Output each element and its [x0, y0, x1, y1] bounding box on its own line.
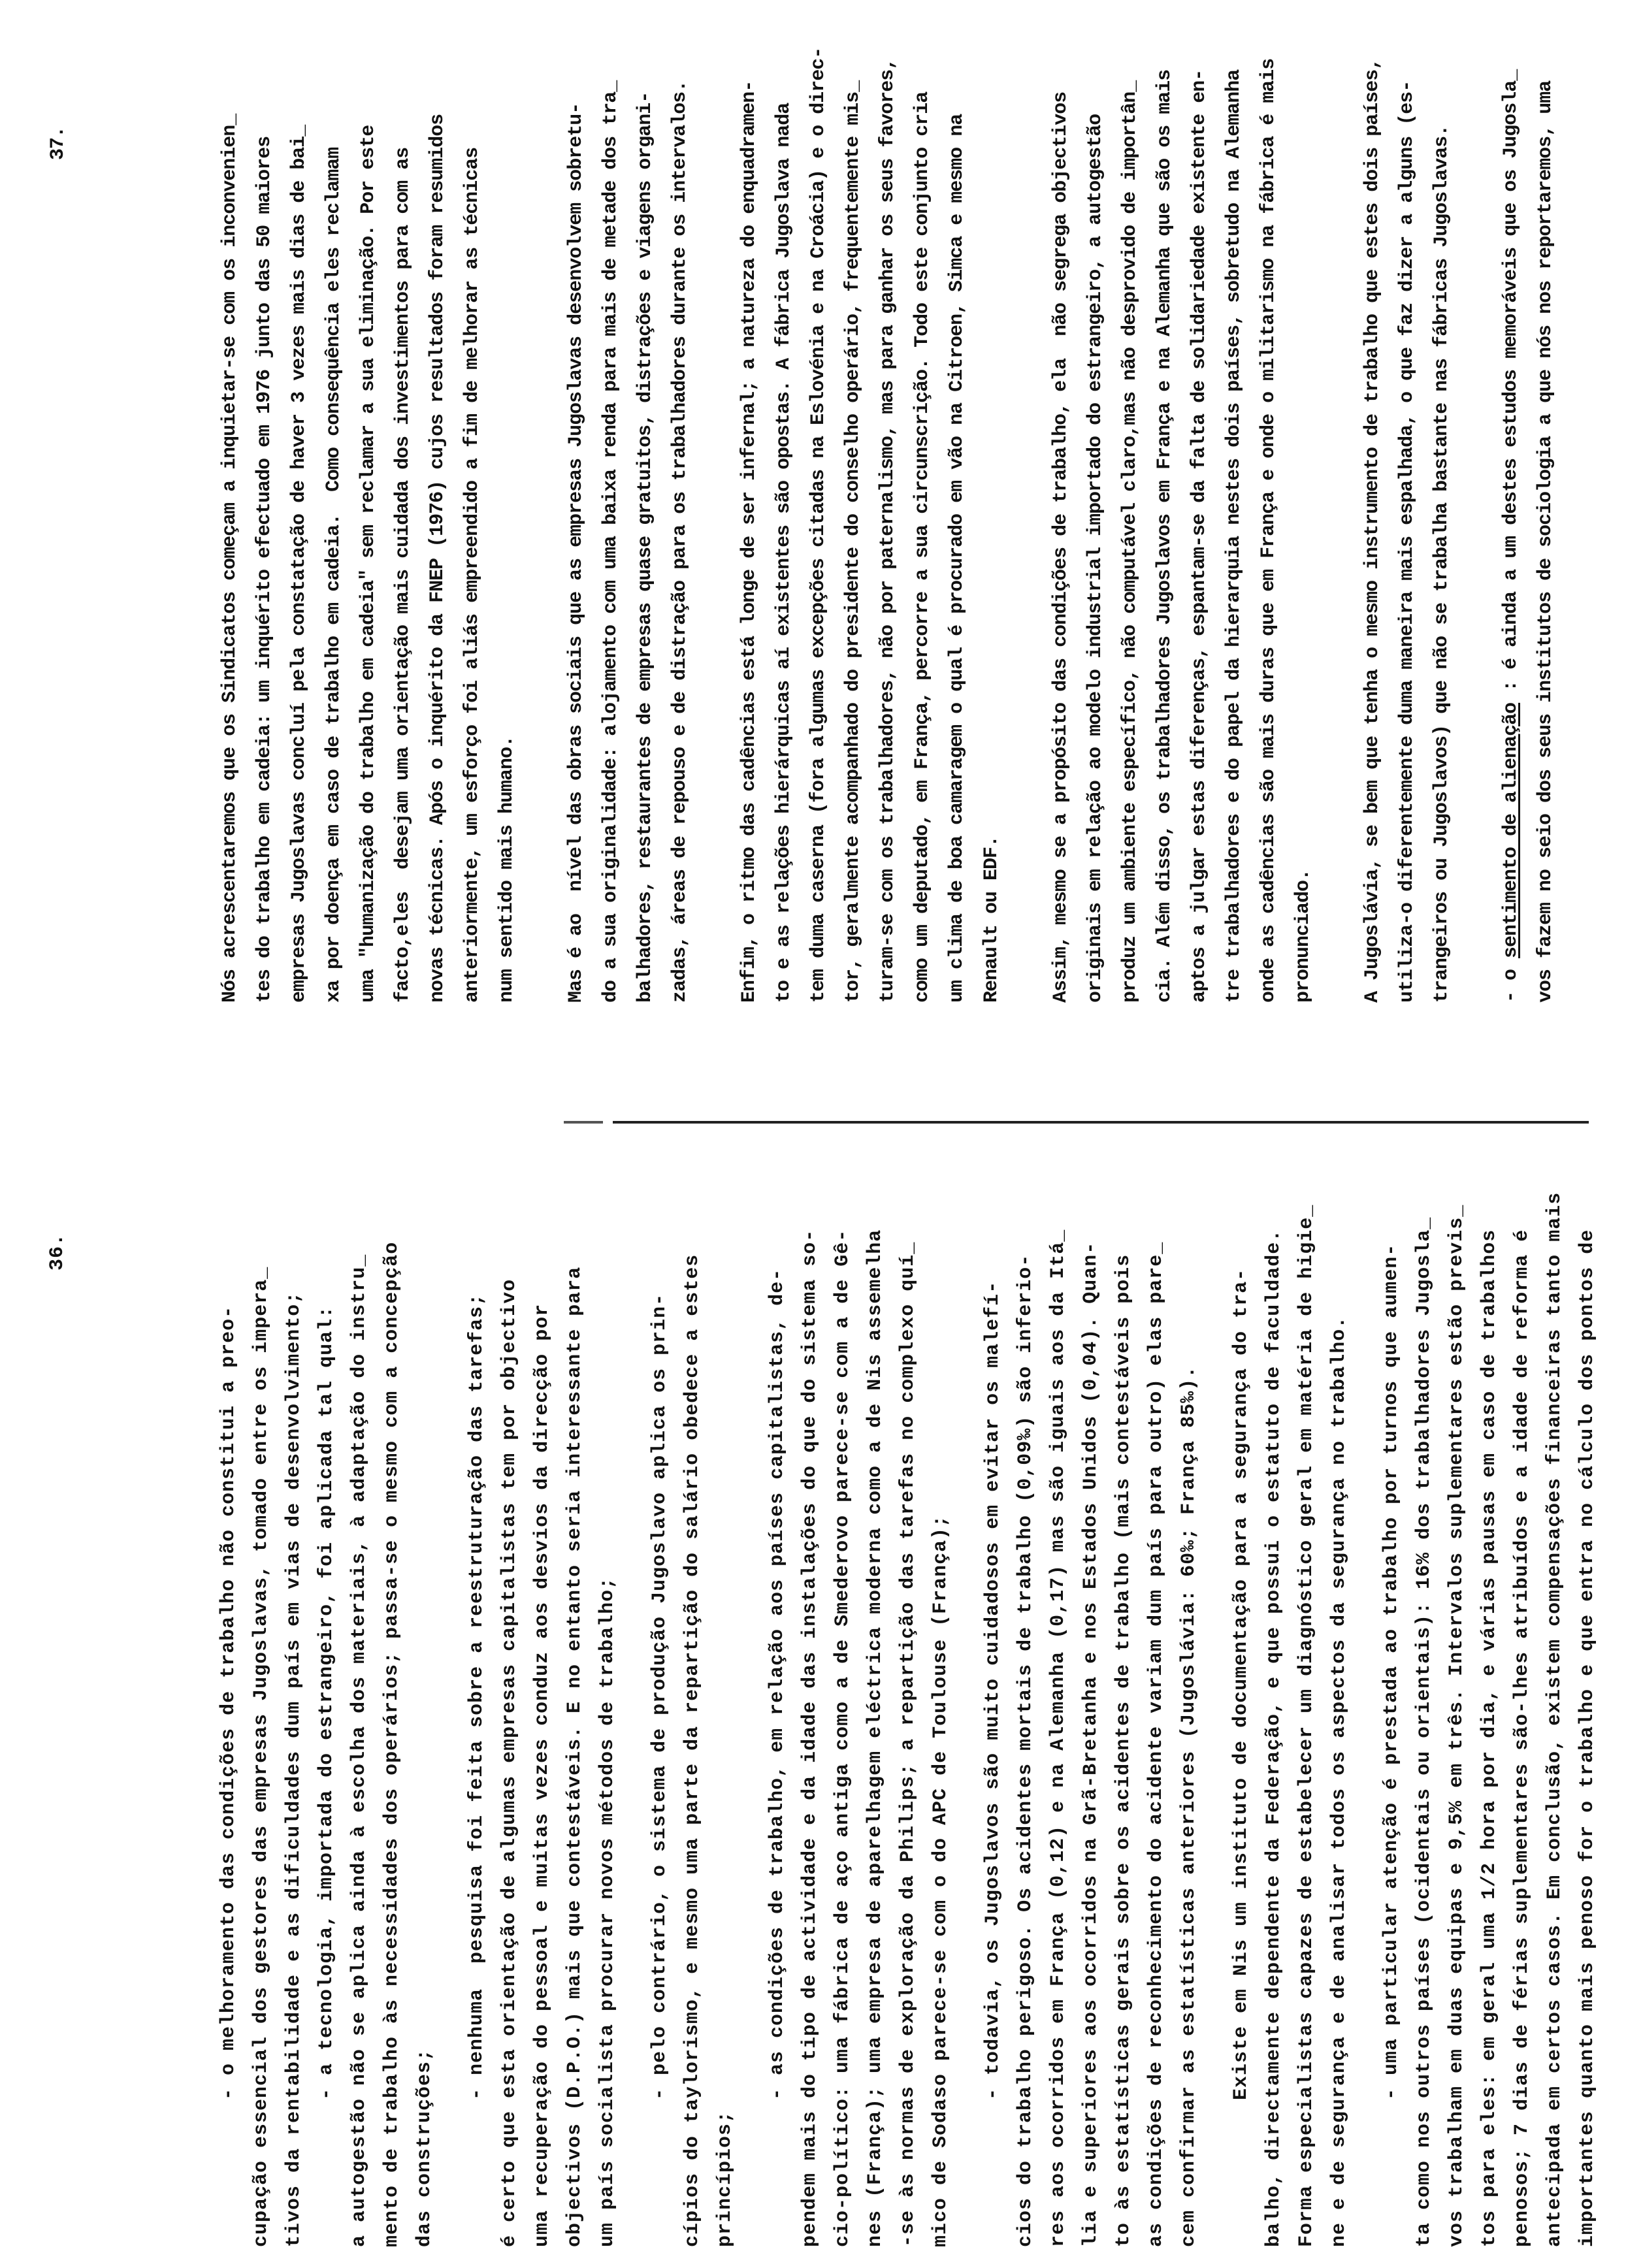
paragraph	[761, 1192, 957, 2247]
text-line: objectivos (D.P.O.) mais que contestáveis. E no entanto seria interessante para	[564, 1266, 586, 2247]
text-line: - a tecnologia, importada do estrangeiro, foi aplicada tal qual:	[316, 1305, 338, 2100]
page-37	[47, 47, 1585, 1003]
text-line	[1494, 48, 1529, 1003]
text-line: nes (França); uma empresa de aparelhagem eléctrica moderna como a de Nis assemelha	[864, 1229, 886, 2247]
text-line: uma recuperação do pessoal e muitas vezes conduz aos desvios da direcção por	[531, 1303, 553, 2247]
paragraph	[1356, 48, 1459, 1003]
text-line: cupação essencial dos gestores das empresas Jugoslavas, tomado entre os impera_	[250, 1266, 272, 2247]
text-line: utiliza-o diferentemente duma maneira mais espalhada, o que faz dizer a alguns (es-	[1396, 80, 1418, 1003]
text-line: ta como nos outros países (ocidentais ou orientais): 16% dos trabalhadores Jugosla_	[1413, 1216, 1435, 2247]
paragraph-gap	[1205, 1192, 1225, 2247]
paragraph-gap	[1459, 48, 1494, 1003]
text-segment: : é ainda a um destes estudos memoráveis que os Jugosla_	[1500, 69, 1522, 703]
text-line: pronunciado.	[1292, 869, 1314, 1003]
page-number: 36.	[46, 1233, 69, 1271]
text-line: um clima de boa camaragem o qual é procurado em vão na Citroen, Simca e mesmo na	[946, 114, 968, 1003]
text-line: uma "humanização do trabalho em cadeia" sem reclamar a sua eliminação. Por este	[357, 125, 380, 1003]
text-line: é certo que esta orientação de algumas empresas capitalistas tem por objectivo	[498, 1278, 521, 2247]
text-line: - pelo contrário, o sistema de produção Jugoslavo aplica os prin-	[649, 1293, 671, 2100]
text-line: tos para eles: em geral uma 1/2 hora por dia, e várias pausas em caso de trabalhos	[1478, 1229, 1501, 2247]
text-line: balhadores, restaurantes de empresas quase gratuitos, distrações e viagens organi-	[634, 91, 657, 1003]
underlined-term: sentimento de alienação	[1500, 702, 1522, 958]
page-body	[213, 48, 1563, 1003]
text-line: num sentido mais humano.	[496, 736, 518, 1003]
text-line: - nenhuma pesquisa foi feita sobre a reestruturação das tarefas;	[466, 1293, 488, 2100]
paragraph-gap	[1356, 1192, 1375, 2247]
paragraph	[1494, 48, 1563, 1003]
paragraph	[213, 48, 525, 1003]
text-line: to e as relações hierárquicas aí existentes são opostas. A fábrica Jugoslava nada	[773, 103, 795, 1003]
paragraph	[212, 1192, 310, 2247]
text-line: anteriormente, um esforço foi aliás empreendido a fim de melhorar as técnicas	[461, 147, 483, 1003]
page-number: 37.	[47, 126, 69, 160]
paragraph	[1375, 1192, 1604, 2247]
text-line: cípios do taylorismo, e mesmo uma parte da repartição do salário obedece a estes	[681, 1254, 704, 2247]
text-line: Renault ou EDF.	[981, 835, 1003, 1003]
text-line: do a sua originalidade: alojamento com uma baixa renda para mais de metade dos tra_	[600, 80, 622, 1003]
text-line: mento de trabalho às necessidades dos operários; passa-se o mesmo com a concepção	[381, 1241, 403, 2247]
paragraph-gap	[441, 1192, 461, 2247]
paragraph-gap	[1009, 48, 1044, 1003]
text-line: Enfim, o ritmo das cadências está longe de ser infernal; a natureza do enquadramen-	[738, 80, 760, 1003]
text-line: aptos a julgar estas diferenças, espantam-se da falta de solidariedade existente en-	[1188, 69, 1211, 1003]
page-36	[46, 1191, 1626, 2247]
page-body	[212, 1192, 1604, 2247]
paragraph-gap	[1321, 48, 1356, 1003]
text-line: mico de Sodaso parece-se com o do APC de Toulouse (França);	[930, 1514, 952, 2247]
text-line: tor, geralmente acompanhado do presidente do conselho operário, frequentemente mis_	[842, 80, 864, 1003]
text-line: - as condições de trabalho, em relação aos países capitalistas, de-	[766, 1268, 789, 2100]
text-line: penosos; 7 dias de férias suplementares são-lhes atribuídos e a idade de reforma é	[1511, 1229, 1533, 2247]
text-line: empresas Jugoslavas concluí pela constatação de haver 3 vezes mais dias de bai_	[288, 125, 310, 1003]
text-line: cia. Além disso, os trabalhadores Jugoslavos em França e na Alemanha que são os mais	[1154, 69, 1176, 1003]
text-line: onde as cadências são mais duras que em França e onde o militarismo na fábrica é mais	[1258, 58, 1280, 1003]
text-line: lia e superiores aos ocorridos na Grã-Bretanha e nos Estados Unidos (0,04). Quan-	[1080, 1241, 1102, 2247]
text-line: xa por doença em caso de trabalho em cadeia. Como consequência eles reclamam	[323, 147, 345, 1003]
paragraph	[643, 1192, 741, 2247]
text-line: tre trabalhadores e do papel da hierarquia nestes dois países, sobretudo na Alemanha	[1223, 69, 1245, 1003]
text-line: pendem mais do tipo de actividade e da idade das instalações do que do sistema so-	[799, 1229, 821, 2247]
text-line: as condições de reconhecimento do acidente variam dum país para outro) elas pare_	[1145, 1241, 1167, 2247]
paragraph-gap	[624, 1192, 643, 2247]
text-line: antecipada em certos casos. Em conclusão, existem compensações financeiras tanto mais	[1544, 1191, 1566, 2247]
text-line: tem duma caserna (fora algumas excepções citadas na Eslovénia e na Croácia) e o direc-	[807, 47, 830, 1003]
text-line: Nós acrescentaremos que os Sindicatos começam a inquietar-se com os inconvenien_	[219, 114, 241, 1003]
text-segment: - o	[1500, 958, 1522, 1003]
text-line: importantes quanto mais penoso for o trabalho e que entra no cálculo dos pontos de	[1576, 1229, 1599, 2247]
text-line: -se às normas de exploração da Philips; a repartição das tarefas no complexo quí_	[897, 1241, 919, 2247]
text-line: - todavia, os Jugoslavos são muito cuidadosos em evitar os malefí-	[982, 1280, 1004, 2100]
text-line: originais em relação ao modelo industrial importado do estrangeiro, a autogestão	[1084, 114, 1107, 1003]
text-line: cios do trabalho perigoso. Os acidentes mortais de trabalho (0,09‰) são inferio-	[1015, 1254, 1037, 2247]
text-line: princípios;	[714, 2110, 736, 2247]
text-line: turam-se com os trabalhadores, não por paternalismo, mas para ganhar os seus favores,	[877, 58, 899, 1003]
text-line: Assim, mesmo se a propósito das condições de trabalho, ela não segrega objectivos	[1050, 91, 1072, 1003]
text-line: Mas é ao nível das obras sociais que as empresas Jugoslavas desenvolvem sobretu-	[565, 103, 587, 1003]
text-line: - o melhoramento das condições de trabalho não constitui a preo-	[218, 1305, 240, 2100]
paragraph-gap	[525, 48, 559, 1003]
text-line: trangeiros ou Jugoslavos) que não se trabalha bastante nas fábricas Jugoslavas.	[1431, 125, 1453, 1003]
paragraph	[732, 48, 1009, 1003]
paragraph	[1044, 48, 1321, 1003]
text-line: to às estatísticas gerais sobre os acidentes de trabalho (mais contestáveis pois	[1113, 1254, 1135, 2247]
paragraph-gap	[741, 1192, 761, 2247]
paragraph	[310, 1192, 441, 2247]
text-line: cem confirmar as estatísticas anteriores (Jugoslávia: 60‰; França 85‰).	[1178, 1365, 1200, 2247]
paragraph	[977, 1192, 1205, 2247]
paragraph-gap	[698, 48, 732, 1003]
text-line: novas técnicas. Após o inquérito da FNEP (1976) cujos resultados foram resumidos	[427, 114, 449, 1003]
paragraph	[461, 1192, 624, 2247]
text-line: vos fazem no seio dos seus institutos de sociologia a que nós nos reportaremos, uma	[1535, 80, 1557, 1003]
text-line: como um deputado, em França, percorre a sua circunscrição. Todo este conjunto cria	[911, 91, 934, 1003]
text-line: cio-político: uma fábrica de aço antiga como a de Smederovo parece-se com a de Gê-	[832, 1229, 854, 2247]
text-line: produz um ambiente específico, não computável claro,mas não desprovido de importân_	[1119, 80, 1141, 1003]
paragraph-gap	[957, 1192, 977, 2247]
text-line: das construções;	[414, 2048, 436, 2247]
page-divider-line	[564, 1121, 1589, 1124]
text-line: tes do trabalho em cadeia: um inquérito efectuado em 1976 junto das 50 maiores	[253, 136, 276, 1003]
text-line: Existe em Nis um instituto de documentação para a segurança do tra-	[1230, 1268, 1252, 2100]
text-line: res aos ocorridos em França (0,12) e na Alemanha (0,17) mas são iguais aos da Itá_	[1047, 1229, 1069, 2247]
paragraph	[1225, 1192, 1356, 2247]
text-line: vos trabalham em duas equipas e 9,5% em três. Intervalos suplementares estão previs_	[1446, 1204, 1468, 2247]
text-line: a autogestão não se aplica ainda à escolha dos materiais, à adaptação do instru_	[348, 1254, 370, 2247]
text-line: - uma particular atenção é prestada ao trabalho por turnos que aumen-	[1380, 1243, 1403, 2100]
text-line: A Jugoslávia, se bem que tenha o mesmo instrumento de trabalho que estes dois países,	[1361, 58, 1384, 1003]
paragraph	[559, 48, 698, 1003]
text-line: facto,eles desejam uma orientação mais cuidada dos investimentos para com as	[392, 147, 414, 1003]
text-line: tivos da rentabilidade e as dificuldades dum país em vias de desenvolvimento;	[283, 1291, 305, 2247]
text-line: zadas, áreas de repouso e de distração para os trabalhadores durante os intervalos.	[669, 80, 691, 1003]
text-line: ne e de segurança e de analisar todos os aspectos da segurança no trabalho.	[1328, 1316, 1350, 2247]
text-line: um país socialista procurar novos métodos de trabalho;	[596, 1576, 619, 2247]
text-line: balho, directamente dependente da Federação, e que possui o estatuto de faculdade.	[1263, 1229, 1285, 2247]
text-line: Forma especialistas capazes de estabelecer um diagnóstico geral em matéria de higie_	[1295, 1204, 1318, 2247]
